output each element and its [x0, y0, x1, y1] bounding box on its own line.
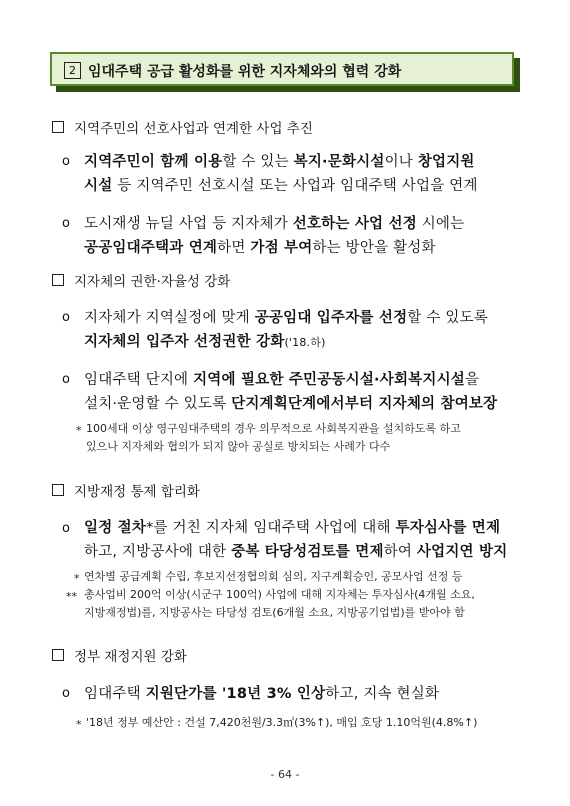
footnote-mark: **: [66, 590, 77, 603]
text-run: 중복 타당성검토를 면제: [231, 544, 384, 560]
bullet-line: [84, 150, 475, 171]
subsection-title: 지역주민의 선호사업과 연계한 사업 추진: [74, 121, 313, 137]
text-run: 등 지역주민 선호시설 또는 사업과 임대주택 사업을 연계: [112, 178, 478, 194]
text-run: 시설: [84, 178, 113, 194]
text-run: 복지·문화시설: [293, 154, 385, 170]
text-run: 시에는: [416, 216, 465, 232]
text-run: 임대주택: [84, 686, 146, 702]
text-run: 창업지원: [417, 154, 475, 170]
text-run: 할 수 있는: [222, 154, 294, 170]
footnote-line: 연차별 공급계획 수립, 후보지선정협의회 심의, 지구계획승인, 공모사업 선정 등: [84, 570, 463, 583]
bullet-line: [84, 516, 500, 537]
subsection-heading: [52, 480, 200, 500]
footnote-line: '18년 정부 예산안 : 건설 7,420천원/3.3㎡(3%↑), 매입 호당 1.10억원(4.8%↑): [86, 716, 478, 729]
bullet-marker: o: [62, 686, 70, 701]
page-number: - 64 -: [270, 768, 300, 781]
bullet-marker: o: [62, 216, 70, 231]
bullet-marker: o: [62, 372, 70, 387]
bullet-line: [84, 174, 478, 195]
subsection-title: 정부 재정지원 강화: [74, 649, 187, 665]
bullet-line: [84, 368, 479, 389]
checkbox-square-icon: [52, 121, 64, 133]
text-run: 지자체의 입주자 선정권한 강화: [84, 334, 285, 350]
checkbox-square-icon: [52, 274, 64, 286]
footnote-line: 100세대 이상 영구임대주택의 경우 의무적으로 사회복지관을 설치하도록 하고: [86, 422, 461, 435]
text-run: 공공임대 입주자를 선정: [254, 310, 408, 326]
text-run: 임대주택 단지에: [84, 372, 194, 388]
footnote-line: 지방재정법)를, 지방공사는 타당성 검토(6개월 소요, 지방공기업법)를 받아야 함: [84, 606, 465, 619]
footnote-line: 총사업비 200억 이상(시군구 100억) 사업에 대해 지자체는 투자심사(4개월 소요,: [84, 588, 475, 601]
subsection-title: 지방재정 통제 합리화: [74, 484, 200, 500]
subsection-heading: [52, 270, 230, 290]
text-run: 지역에 필요한 주민공동시설·사회복지시설: [193, 372, 466, 388]
text-run: 지자체가 지역실정에 맞게: [84, 310, 255, 326]
text-run: 선호하는 사업 선정: [292, 216, 417, 232]
text-run: 이나: [384, 154, 418, 170]
checkbox-square-icon: [52, 649, 64, 661]
text-run: 하면: [217, 240, 251, 256]
text-run: 지역주민이 함께 이용: [84, 154, 223, 170]
text-run: 하여: [383, 544, 417, 560]
text-run: 설치·운영할 수 있도록: [84, 396, 232, 412]
bullet-line: [84, 682, 439, 703]
bullet-marker: o: [62, 154, 70, 169]
bullet-line: [84, 236, 436, 257]
bullet-marker: o: [62, 521, 70, 536]
subsection-title: 지자체의 권한·자율성 강화: [74, 274, 231, 290]
text-run: 하고, 지방공사에 대한: [84, 544, 232, 560]
subsection-heading: [52, 117, 313, 137]
footnote-mark: *: [76, 424, 82, 437]
section-header-frame: [50, 52, 514, 86]
text-run: 하고, 지속 현실화: [325, 686, 440, 702]
bullet-line: [84, 306, 488, 327]
subsection-heading: [52, 645, 187, 665]
text-run: 단지계획단계에서부터 지자체의 참여보장: [231, 396, 498, 412]
text-run: 지원단가를 '18년 3% 인상: [145, 686, 326, 702]
section-number: 2: [64, 62, 81, 79]
checkbox-square-icon: [52, 484, 64, 496]
bullet-marker: o: [62, 310, 70, 325]
section-header: [50, 52, 520, 92]
text-run: 사업지연 방지: [416, 544, 508, 560]
text-run: 투자심사를 면제: [395, 520, 501, 536]
text-run: *를 거친 지자체 임대주택 사업에 대해: [146, 520, 396, 536]
section-title: 임대주택 공급 활성화를 위한 지자체와의 협력 강화: [88, 64, 402, 80]
text-run: 일정 절차: [84, 520, 147, 536]
bullet-line: [84, 540, 507, 561]
text-run: 가점 부여: [250, 240, 313, 256]
text-run: 공공임대주택과 연계: [84, 240, 218, 256]
text-run: 할 수 있도록: [407, 310, 488, 326]
bullet-line: [84, 392, 497, 413]
bullet-line: [84, 212, 464, 233]
footnote-mark: *: [76, 718, 82, 731]
text-run: 을: [465, 372, 480, 388]
text-run: 하는 방안을 활성화: [312, 240, 436, 256]
text-run: 도시재생 뉴딜 사업 등 지자체가: [84, 216, 293, 232]
footnote-line: 있으나 지자체와 협의가 되지 않아 공실로 방치되는 사례가 다수: [86, 440, 391, 453]
footnote-mark: *: [74, 572, 80, 585]
bullet-line: [84, 330, 326, 351]
text-run: ('18.하): [284, 336, 326, 349]
